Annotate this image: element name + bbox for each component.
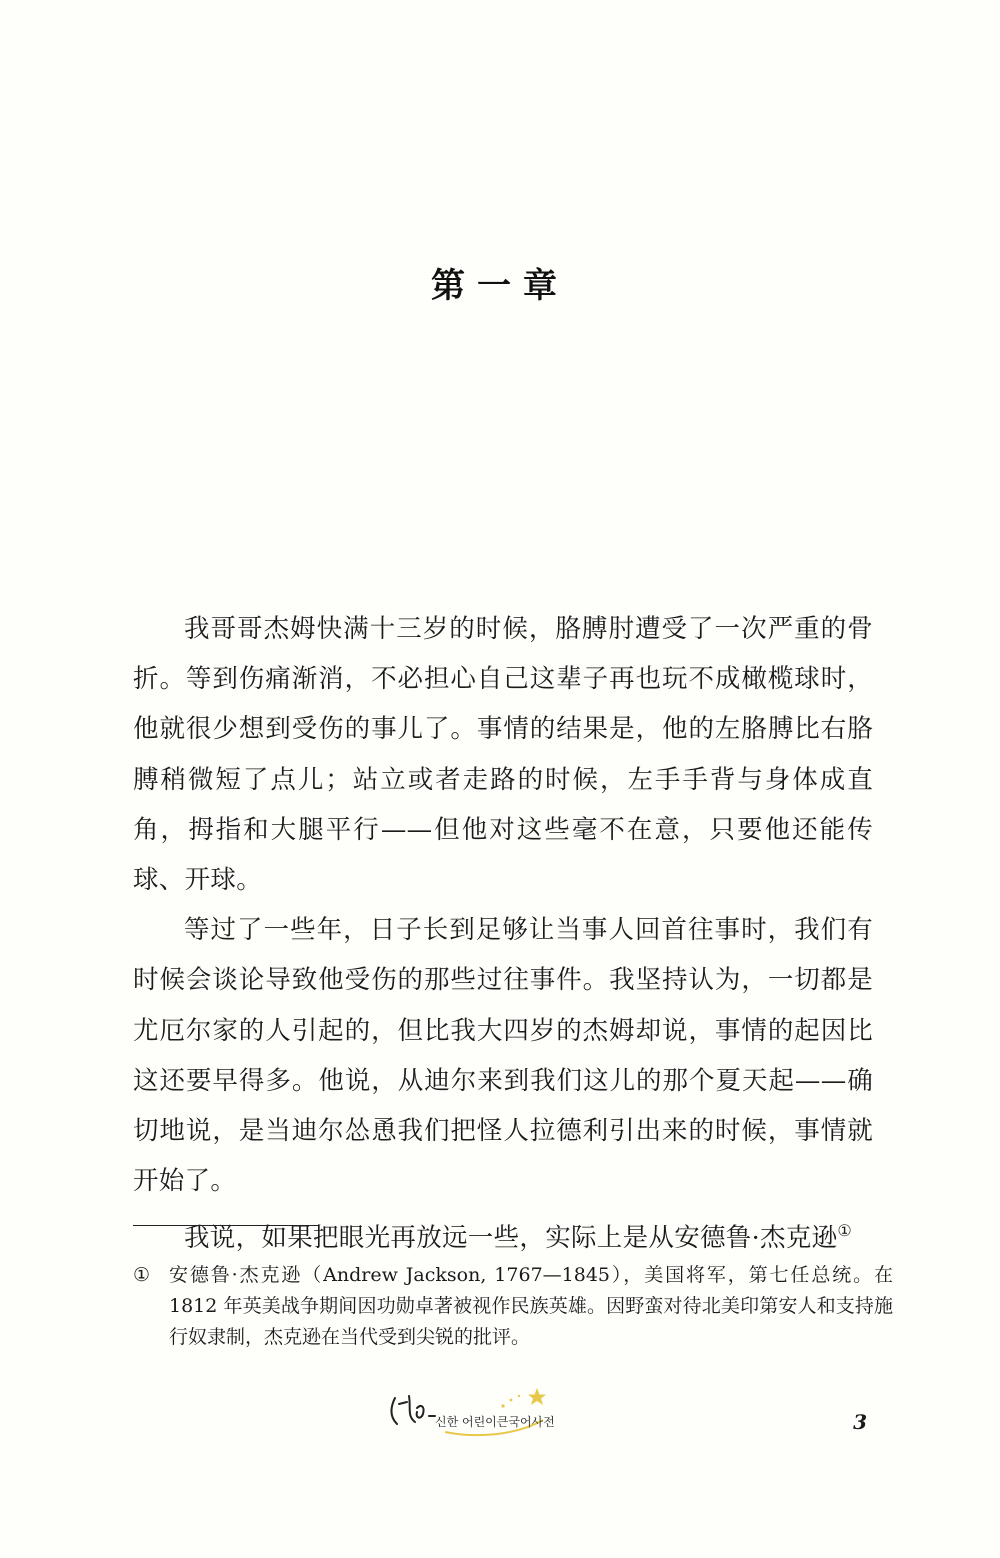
paragraph-2: 等过了一些年，日子长到足够让当事人回首往事时，我们有时候会谈论导致他受伤的那些过往事件。我坚持认为，一切都是尤厄尔家的人引起的，但比我大四岁的杰姆却说，事情的起因比这还要早得多。他说，从迪尔来到我们这儿的那个夏天起——确切地说，是当迪尔怂恿我们把怪人拉德利引出来的时候，事情就开始了。 [133, 915, 873, 1197]
footnote-marker: ① [133, 1264, 151, 1286]
chapter-title: 第一章 [431, 266, 569, 306]
paragraph-1: 我哥哥杰姆快满十三岁的时候，胳膊肘遭受了一次严重的骨折。等到伤痛渐消，不必担心自己这辈子再也玩不成橄榄球时，他就很少想到受伤的事儿了。事情的结果是，他的左胳膊比右胳膊稍微短了点儿；站立或者走路的时候，左手手背与身体成直角，拇指和大腿平行——但他对这些毫不在意，只要他还能传球、开球。 [133, 614, 873, 896]
paragraph-3-text: 我说，如果把眼光再放远一些，实际上是从安德鲁·杰克逊 [184, 1223, 838, 1254]
publisher-logo [385, 1386, 560, 1442]
page-number: 3 [853, 1410, 867, 1434]
star-logo-icon [385, 1386, 560, 1442]
footnote-reference[interactable]: ① [837, 1221, 853, 1241]
footnote-divider [133, 1225, 319, 1226]
paragraph-3 [133, 1206, 873, 1263]
body-text [133, 604, 873, 1264]
footnote-text: 安德鲁·杰克逊（Andrew Jackson, 1767—1845），美国将军，第七任总统。在 1812 年英美战争期间因功勋卓著被视作民族英雄。因野蛮对待北美印第安人和支持施行奴隶制，杰克逊在当代受到尖锐的批评。 [169, 1264, 893, 1348]
logo-text: 신한 어린이큰국어사전 [435, 1415, 555, 1429]
footnote [133, 1260, 893, 1353]
